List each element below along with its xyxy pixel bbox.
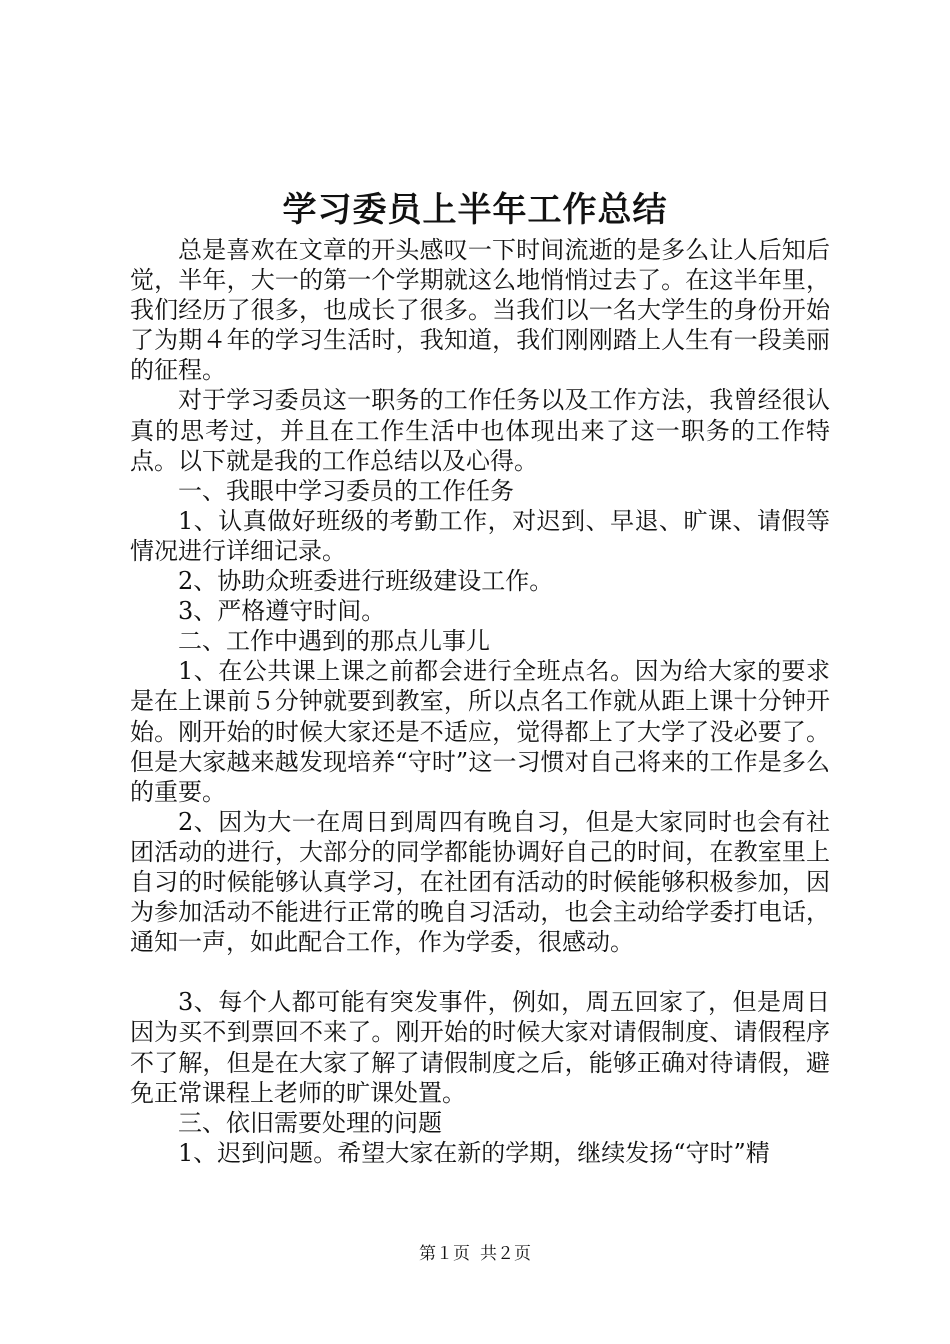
- page-footer: [0, 1242, 950, 1266]
- section-heading-1: 一、我眼中学习委员的工作任务: [178, 476, 514, 505]
- section-heading-2: 二、工作中遇到的那点儿事儿: [178, 627, 490, 656]
- list-item-1-3: 3、严格遵守时间。: [178, 597, 386, 626]
- list-item-2-3: 3、每个人都可能有突发事件，例如，周五回家了，但是周日因为买不到票回不来了。刚开始的时候大家对请假制度、请假程序不了解，但是在大家了解了请假制度之后，能够正确对待请假，避免正常课程上老师的旷课处置。: [130, 988, 830, 1107]
- list-item-3-1: 1、迟到问题。希望大家在新的学期，继续发扬“守时”精: [178, 1138, 770, 1167]
- page-count: 共２页: [480, 1244, 531, 1264]
- list-item-1-1: 1、认真做好班级的考勤工作，对迟到、早退、旷课、请假等情况进行详细记录。: [130, 506, 830, 565]
- blank-line: [130, 957, 830, 987]
- list-item-2-2: 2、因为大一在周日到周四有晚自习，但是大家同时也会有社团活动的进行，大部分的同学都能协调好自己的时间，在教室里上自习的时候能够认真学习，在社团有活动的时候能够积极参加，因为参加活动不能进行正常的晚自习活动，也会主动给学委打电话，通知一声，如此配合工作，作为学委，很感动。: [130, 807, 830, 957]
- paragraph-intro: 总是喜欢在文章的开头感叹一下时间流逝的是多么让人后知后觉，半年，大一的第一个学期就这么地悄悄过去了。在这半年里，我们经历了很多，也成长了很多。当我们以一名大学生的身份开始了为期４年的学习生活时，我知道，我们刚刚踏上人生有一段美丽的征程。: [130, 236, 830, 385]
- section-heading-3: 三、依旧需要处理的问题: [178, 1108, 442, 1137]
- paragraph-duties-intro: 对于学习委员这一职务的工作任务以及工作方法，我曾经很认真的思考过，并且在工作生活中也体现出来了这一职务的工作特点。以下就是我的工作总结以及心得。: [130, 386, 830, 475]
- document-title: 学习委员上半年工作总结: [282, 190, 668, 230]
- page-number: 第１页: [419, 1244, 470, 1264]
- list-item-1-2: 2、协助众班委进行班级建设工作。: [178, 567, 554, 596]
- document-body: [130, 235, 830, 1168]
- list-item-2-1: 1、在公共课上课之前都会进行全班点名。因为给大家的要求是在上课前５分钟就要到教室，所以点名工作就从距上课十分钟开始。刚开始的时候大家还是不适应，觉得都上了大学了没必要了。但是大家越来越发现培养“守时”这一习惯对自己将来的工作是多么的重要。: [130, 657, 830, 806]
